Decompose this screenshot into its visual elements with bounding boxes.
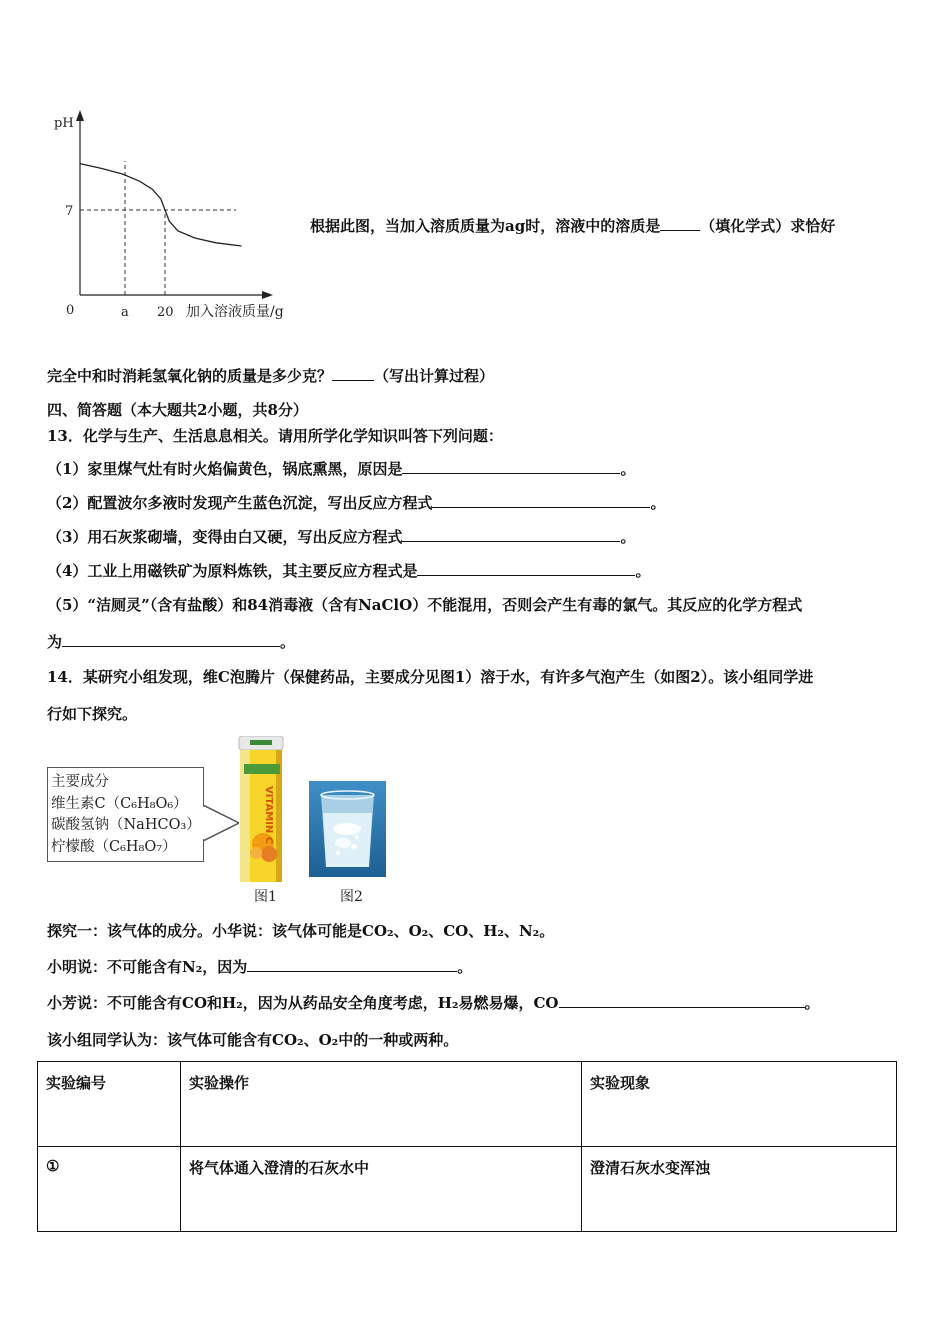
q12-text2: 完全中和时消耗氢氧化钠的质量是多少克？ (47, 367, 333, 385)
q12-line2 (47, 365, 494, 386)
q13-item3-blank[interactable] (402, 527, 620, 542)
x-tick-a: a (121, 305, 129, 320)
table-header-cell: 实验操作 (181, 1062, 582, 1147)
x-axis-arrow (262, 291, 273, 299)
ingredients-box (47, 767, 204, 862)
table-cell: 将气体通入澄清的石灰水中 (181, 1147, 582, 1232)
q13-item5-blank[interactable] (62, 632, 280, 647)
q12-blank1[interactable] (660, 216, 700, 231)
ingredient-citric-acid: 柠檬酸（C₆H₈O₇） (51, 838, 177, 855)
q13-item4-blank[interactable] (417, 561, 635, 576)
explore1-text: 探究一：该气体的成分。小华说：该气体可能是CO₂、O₂、CO、H₂、N₂。 (47, 922, 555, 940)
table-header-cell: 实验现象 (582, 1062, 897, 1147)
q13-item1-text: （1）家里煤气灶有时火焰偏黄色，锅底熏黑，原因是 (47, 460, 403, 478)
xiaoming-end: 。 (457, 958, 473, 976)
q13-item1-end: 。 (620, 460, 636, 478)
q12-line1 (310, 215, 835, 236)
experiment-table (37, 1061, 897, 1232)
xiaofang-text: 小芳说：不可能含有CO和H₂，因为从药品安全角度考虑，H₂易燃易爆，CO (47, 994, 559, 1012)
x-tick-20: 20 (157, 305, 174, 320)
tube-label: VITAMIN C (263, 786, 274, 845)
q13-item2-end: 。 (650, 494, 666, 512)
q12-text2-end: （写出计算过程） (374, 367, 495, 385)
ingredients-title: 主要成分 (51, 774, 109, 790)
q13-item5: （5）“洁厕灵”（含有盐酸）和84消毒液（含有NaClO）不能混用，否则会产生有毒的氯气。其反应的化学方程式 (47, 596, 803, 614)
section4-title: 四、简答题（本大题共2小题，共8分） (47, 401, 308, 419)
q14-stem-line2: 行如下探究。 (47, 705, 138, 723)
y-axis-arrow (76, 110, 84, 121)
ph-curve-line (80, 164, 242, 246)
q13-item5-cont (47, 631, 295, 652)
table-cell: ① (38, 1147, 181, 1232)
q13-stem: 13．化学与生产、生活息息相关。请用所学化学知识叫答下列问题： (47, 427, 503, 445)
y-axis-label: pH (54, 116, 74, 131)
q13-item2-text: （2）配置波尔多液时发现产生蓝色沉淀，写出反应方程式 (47, 494, 433, 512)
q13-item2-blank[interactable] (432, 493, 650, 508)
q13-item4 (47, 560, 650, 581)
table-header-row (38, 1062, 897, 1147)
callout-pointer (203, 805, 239, 845)
fig2-caption: 图2 (340, 889, 363, 905)
q12-text1-end: （填化学式）求恰好 (700, 217, 836, 235)
x-axis-label: 加入溶液质量/g (186, 304, 284, 320)
origin-label: 0 (66, 303, 75, 318)
group-conclusion: 该小组同学认为：该气体可能含有CO₂、O₂中的一种或两种。 (47, 1031, 459, 1049)
xiaofang-blank[interactable] (559, 993, 805, 1008)
xiaofang-line (47, 992, 820, 1013)
ingredient-vitamin-c: 维生素C（C₆H₈O₆） (51, 795, 188, 812)
q13-item1 (47, 458, 635, 479)
q13-item3-text: （3）用石灰浆砌墙，变得由白又硬，写出反应方程式 (47, 528, 403, 546)
table-row (38, 1147, 897, 1232)
q13-item3 (47, 526, 635, 547)
ingredient-nahco3: 碳酸氢钠（NaHCO₃） (51, 817, 201, 833)
glass-fizz-image (309, 781, 386, 877)
xiaoming-line (47, 956, 472, 977)
q13-item5-wei: 为 (47, 633, 63, 651)
q14-stem-line1: 14．某研究小组发现，维C泡腾片（保健药品，主要成分见图1）溶于水，有许多气泡产生（如图2）。该小组同学进 (47, 668, 814, 686)
ph-chart (40, 105, 310, 330)
xiaofang-end: 。 (804, 994, 820, 1012)
q13-item3-end: 。 (620, 528, 636, 546)
q13-item4-end: 。 (635, 562, 651, 580)
q13-item1-blank[interactable] (402, 459, 620, 474)
y-tick-7: 7 (65, 204, 74, 219)
q13-item5-end: 。 (280, 633, 296, 651)
q13-item4-text: （4）工业上用磁铁矿为原料炼铁，其主要反应方程式是 (47, 562, 418, 580)
xiaoming-text: 小明说：不可能含有N₂，因为 (47, 958, 248, 976)
table-cell: 澄清石灰水变浑浊 (582, 1147, 897, 1232)
table-header-cell: 实验编号 (38, 1062, 181, 1147)
fig1-caption: 图1 (254, 889, 277, 905)
q12-blank2[interactable] (332, 366, 374, 381)
chart-axes (76, 110, 273, 299)
xiaoming-blank[interactable] (247, 957, 457, 972)
q13-item2 (47, 492, 665, 513)
q12-text1: 根据此图，当加入溶质质量为ag时，溶液中的溶质是 (310, 217, 661, 235)
vitamin-c-tube-image (236, 736, 286, 882)
